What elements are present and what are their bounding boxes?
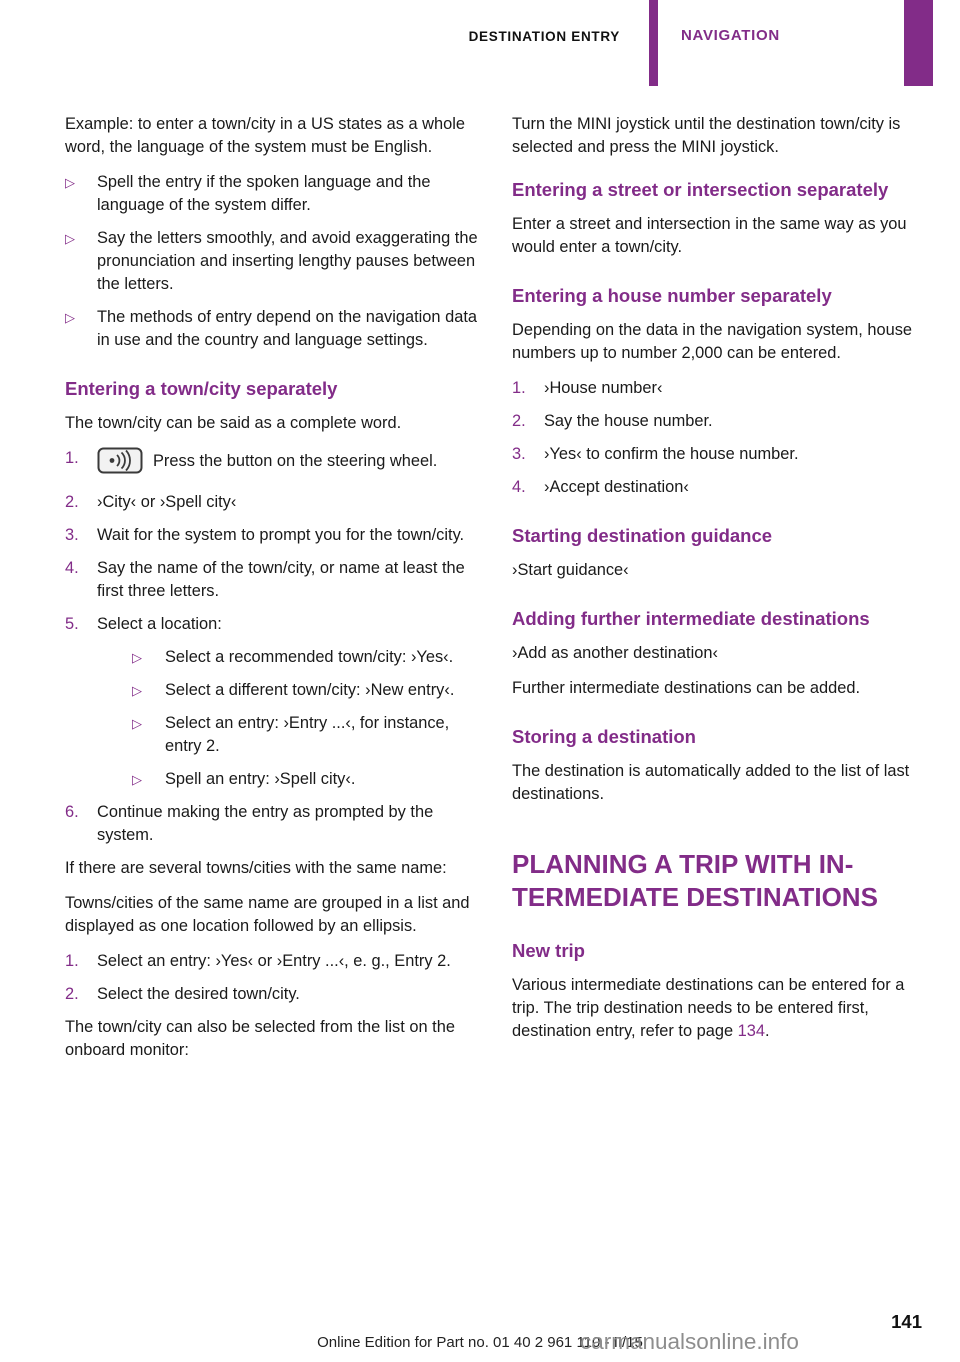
list-item (65, 227, 481, 296)
list-item (65, 171, 481, 217)
step-number: 1. (512, 379, 526, 397)
list-item (65, 306, 481, 352)
step-item (65, 613, 481, 791)
header-section-title: DESTINATION ENTRY (468, 29, 620, 44)
section-heading-street: Entering a street or intersection separately (512, 179, 889, 200)
paragraph: Further intermediate destinations can be added. (512, 679, 861, 697)
chapter-heading-planning-trip (512, 848, 926, 914)
step-number: 2. (512, 412, 526, 430)
right-column (512, 113, 926, 1055)
triangle-bullet-icon: ▷ (132, 650, 142, 665)
triangle-bullet-icon: ▷ (65, 231, 75, 246)
section-heading-storing: Storing a destination (512, 726, 696, 747)
step-text: Continue making the entry as prompted by the system. (97, 803, 434, 844)
section-heading-house-number: Entering a house number separately (512, 285, 832, 306)
header-chapter-title: NAVIGATION (681, 27, 780, 44)
step-number: 3. (512, 445, 526, 463)
header-divider-bar (649, 0, 658, 86)
step-item (512, 476, 926, 499)
step-text: ›Accept destination‹ (544, 478, 689, 496)
bullet-text: The methods of entry depend on the navigation data in use and the country and language settings. (97, 308, 477, 349)
chapter-heading-line2: TERMEDIATE DESTINATIONS (512, 882, 878, 912)
voice-control-button-icon (97, 447, 143, 481)
section-heading-new-trip: New trip (512, 940, 585, 961)
section-heading-guidance: Starting destination guidance (512, 525, 773, 546)
step-number: 2. (65, 493, 79, 511)
edition-footer: Online Edition for Part no. 01 40 2 961 110 - II/15 (317, 1334, 643, 1351)
step-text: Wait for the system to prompt you for the town/city. (97, 526, 465, 544)
section-heading-adding: Adding further intermediate destinations (512, 608, 870, 629)
step-text-label: Press the button on the steering wheel. (153, 452, 438, 470)
paragraph-example: Example: to enter a town/city in a US states as a whole word, the language of the system must be English. (65, 115, 465, 156)
triangle-bullet-icon: ▷ (65, 310, 75, 325)
paragraph-new-trip (512, 974, 926, 1043)
step-item (65, 447, 481, 481)
step-number: 1. (65, 449, 79, 467)
step-item (512, 443, 926, 466)
bullet-text: Spell the entry if the spoken language and the language of the system differ. (97, 173, 431, 214)
step-number: 5. (65, 615, 79, 633)
step-text: ›House number‹ (544, 379, 663, 397)
paragraph-text: . (765, 1022, 770, 1040)
paragraph: The destination is automatically added to the list of last destinations. (512, 762, 910, 803)
step-text: Select an entry: ›Yes‹ or ›Entry ...‹, e. g., Entry 2. (97, 952, 451, 970)
page-number: 141 (891, 1311, 922, 1332)
step-text: Select the desired town/city. (97, 985, 300, 1003)
sub-bullet-list (132, 646, 481, 791)
step-number: 2. (65, 985, 79, 1003)
step-item (65, 983, 481, 1006)
step-number: 6. (65, 803, 79, 821)
paragraph-monitor: The town/city can also be selected from the list on the onboard monitor: (65, 1018, 455, 1059)
step-item (65, 950, 481, 973)
triangle-bullet-icon: ▷ (132, 716, 142, 731)
step-text: ›City‹ or ›Spell city‹ (97, 493, 237, 511)
step-text: Say the name of the town/city, or name at least the first three letters. (97, 559, 465, 600)
step-text-label: Select a location: (97, 615, 222, 633)
step-item (65, 801, 481, 847)
step-item (65, 524, 481, 547)
triangle-bullet-icon: ▷ (65, 175, 75, 190)
paragraph: If there are several towns/cities with the same name: (65, 859, 447, 877)
step-item (512, 410, 926, 433)
step-number: 4. (65, 559, 79, 577)
triangle-bullet-icon: ▷ (132, 772, 142, 787)
step-text: ›Yes‹ to confirm the house number. (544, 445, 799, 463)
step-number: 1. (65, 952, 79, 970)
bullet-text: Say the letters smoothly, and avoid exaggerating the pronunciation and inserting lengthy pauses between the letters. (97, 229, 478, 293)
list-item (132, 712, 481, 758)
triangle-bullet-icon: ▷ (132, 683, 142, 698)
watermark: carmanualsonline.info (580, 1329, 799, 1354)
step-text (97, 447, 481, 481)
bullet-text: Select an entry: ›Entry ...‹, for instance, entry 2. (165, 714, 450, 755)
step-item (512, 377, 926, 400)
chapter-heading-line1: PLANNING A TRIP WITH IN- (512, 849, 854, 879)
paragraph: Enter a street and intersection in the same way as you would enter a town/city. (512, 215, 907, 256)
paragraph: The town/city can be said as a complete word. (65, 414, 402, 432)
paragraph: Towns/cities of the same name are grouped in a list and displayed as one location followed by an ellipsis. (65, 894, 470, 935)
step-item (65, 491, 481, 514)
page-reference-link[interactable]: 134 (737, 1022, 766, 1040)
bullet-text: Spell an entry: ›Spell city‹. (165, 770, 356, 788)
bullet-text: Select a different town/city: ›New entry‹. (165, 681, 455, 699)
step-item (65, 557, 481, 603)
bullet-text: Select a recommended town/city: ›Yes‹. (165, 648, 454, 666)
paragraph-text: Various intermediate destinations can be entered for a trip. The trip destination needs to be entered first, destination entry, refer to page (512, 976, 905, 1040)
list-item (132, 768, 481, 791)
list-item (132, 646, 481, 669)
step-text: Say the house number. (544, 412, 713, 430)
list-item (132, 679, 481, 702)
section-heading-town-city: Entering a town/city separately (65, 378, 338, 399)
paragraph-joystick: Turn the MINI joystick until the destination town/city is selected and press the MINI joystick. (512, 115, 901, 156)
step-text (97, 613, 481, 791)
left-column (65, 113, 481, 1074)
header-chapter-tab (904, 0, 933, 86)
paragraph: ›Start guidance‹ (512, 561, 629, 579)
step-number: 3. (65, 526, 79, 544)
paragraph: ›Add as another destination‹ (512, 644, 718, 662)
paragraph: Depending on the data in the navigation system, house numbers up to number 2,000 can be entered. (512, 321, 913, 362)
step-number: 4. (512, 478, 526, 496)
